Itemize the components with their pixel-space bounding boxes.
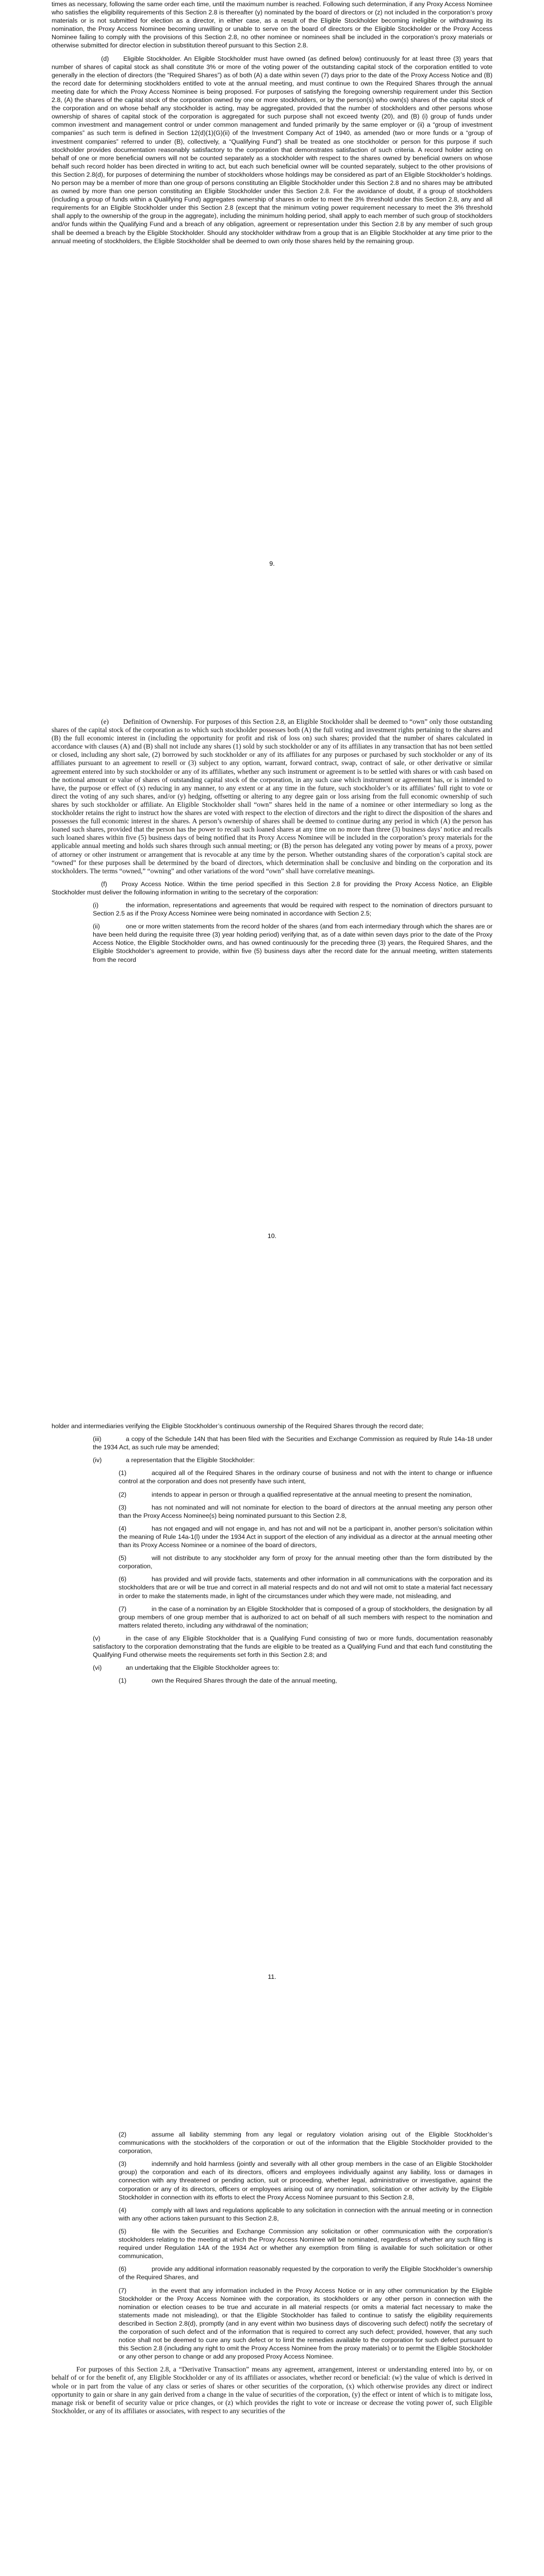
clause-label: (e): [101, 718, 109, 725]
paragraph-text: Eligible Stockholder. An Eligible Stockholder must have owned (as defined below) continuously for at least three (3) years that number of shares of capital stock as shall constitute 3% or more of the voting power of the outstanding capital stock of the corporation entitled to vote generally in the election of directors (the “Required Shares”) as of both (A) a date within seven (7) days prior to the date of the Proxy Access Notice and (B) the record date for determining stockholders entitled to vote at the annual meeting, and must continue to own the Required Shares through the annual meeting date for which the Proxy Access Nominee is being proposed. For purposes of satisfying the foregoing ownership requirement under this Section 2.8, (A) the shares of the capital stock of the corporation owned by one or more stockholders, or by the person(s) who own(s) shares of the capital stock of the corporation and on whose behalf any stockholder is acting, may be aggregated, provided that the number of stockholders and other persons whose ownership of shares of capital stock of the corporation is aggregated for such purpose shall not exceed twenty (20), and (B) (i) group of funds under common investment and management control or under common management and funded primarily by the same employer or (ii) a “group of investment companies” as such term is defined in Section 12(d)(1)(G)(ii) of the Investment Company Act of 1940, as amended (two or more funds or a “group of investment companies” referred to under (B), collectively, a “Qualifying Fund”) shall be treated as one stockholder or person for this purpose if such stockholder provides documentation reasonably satisfactory to the corporation that demonstrates satisfaction of such criteria. A record holder acting on behalf of one or more beneficial owners will not be counted separately as a stockholder with respect to the shares owned by beneficial owners on whose behalf such record holder has been directed in writing to act, but each such beneficial owner will be counted separately, subject to the other provisions of this Section 2.8(d), for purposes of determining the number of stockholders whose holdings may be considered as part of an Eligible Stockholder’s holdings. No person may be a member of more than one group of persons constituting an Eligible Stockholder under this Section 2.8 and no shares may be attributed as owned by more than one person constituting an Eligible Stockholder under this Section 2.8. For the avoidance of doubt, if a group of stockholders (including a group of funds within a Qualifying Fund) aggregates ownership of shares in order to meet the 3% threshold under this Section 2.8, any and all requirements for an Eligible Stockholder under this Section 2.8 (except that the minimum voting power requirement necessary to meet the 3% threshold shall apply to the ownership of the group in the aggregate), including the minimum holding period, shall apply to each member of such group of stockholders and/or funds within the Qualifying Fund and a breach of any obligation, agreement or representation under this Section 2.8 by any member of such group shall be deemed a breach by the Eligible Stockholder. Should any stockholder withdraw from a group that is an Eligible Stockholder at any time prior to the annual meeting of stockholders, the Eligible Stockholder shall be deemed to own only those shares held by the remaining group.: [52, 55, 492, 245]
paragraph-text: will not distribute to any stockholder any form of proxy for the annual meeting other than the form distributed by the corporation,: [119, 1554, 492, 1570]
clause-label: (3): [119, 2160, 127, 2168]
list-item: [52, 2206, 492, 2223]
paragraph-d-eligible-stockholder: [52, 55, 492, 245]
paragraph-text: Definition of Ownership. For purposes of this Section 2.8, an Eligible Stockholder shall be deemed to “own” only those outstanding shares of the capital stock of the corporation as to which such stockholder possesses both (A) the full voting and investment rights pertaining to the shares and (B) the full economic interest in (including the opportunity for profit and risk of loss on) such shares; provided that the number of shares calculated in accordance with clauses (A) and (B) shall not include any shares (1) sold by such stockholder or any of its affiliates in any transaction that has not been settled or closed, including any short sale, (2) borrowed by such stockholder or any of its affiliates for any purposes or purchased by such stockholder or any of its affiliates pursuant to an agreement to resell or (3) subject to any option, warrant, forward contract, swap, contract of sale, or other derivative or similar agreement entered into by such stockholder or any of its affiliates, whether any such instrument or agreement is to be settled with shares or with cash based on the notional amount or value of shares of outstanding capital stock of the corporation, in any such case which instrument or agreement has, or is intended to have, the purpose or effect of (x) reducing in any manner, to any extent or at any time in the future, such stockholder’s or its affiliates’ full right to vote or direct the voting of any such shares, and/or (y) hedging, offsetting or altering to any degree gain or loss arising from the full economic ownership of such shares by such stockholder or affiliate. An Eligible Stockholder shall “own” shares held in the name of a nominee or other intermediary so long as the stockholder retains the right to instruct how the shares are voted with respect to the election of directors and the right to direct the disposition of the shares and possesses the full economic interest in the shares. A person’s ownership of shares shall be deemed to continue during any period in which (A) the person has loaned such shares, provided that the person has the power to recall such loaned shares at any time on no more than three (3) business days’ notice and recalls such loaned shares within five (5) business days of being notified that its Proxy Access Nominee will be included in the corporation’s proxy materials for the applicable annual meeting and holds such shares through such annual meeting; or (B) the person has delegated any voting power by means of a proxy, power of attorney or other instrument or arrangement that is revocable at any time by the person. Whether outstanding shares of the corporation’s capital stock are “owned” for these purposes shall be determined by the board of directors, which determination shall be conclusive and binding on the corporation and its stockholders. The terms “owned,” “owning” and other variations of the word “own” shall have correlative meanings.: [52, 718, 492, 875]
list-item: [52, 1676, 492, 1685]
paragraph-text: acquired all of the Required Shares in the ordinary course of business and not with the intent to change or influence control at the corporation and does not presently have such intent,: [119, 1469, 492, 1485]
page-9: [0, 0, 544, 701]
list-item: [52, 1605, 492, 1630]
paragraph-text: assume all liability stemming from any legal or regulatory violation arising out of the Eligible Stockholder’s communications with the stockholders of the corporation or out of the information that the Eligible Stockholder provided to the corporation,: [119, 2131, 492, 2155]
clause-label: (ii): [93, 923, 100, 930]
paragraph-e-definition-of-ownership: [52, 718, 492, 875]
paragraph-text: in the event that any information included in the Proxy Access Notice or in any other communication by the Eligible Stockholder or the Proxy Access Nominee with the corporation, its stockholders or any other person in connection with the nomination or election ceases to be true and accurate in all material respects (or omits a material fact necessary to make the statements made not misleading), or that the Eligible Stockholder has failed to continue to satisfy the eligibility requirements described in Section 2.8(d), promptly (and in any event within two business days of discovering such defect) notify the secretary of the corporation of such defect and of the information that is required to correct any such defect; provided, however, that any such notice shall not be deemed to cure any such defect or to limit the remedies available to the corporation for such defect pursuant to this Section 2.8 (including any right to omit the Proxy Access Nominee from the proxy materials) or to permit the Eligible Stockholder or any other person to change or add any proposed Proxy Access Nominee.: [119, 2286, 492, 2361]
clause-label: (iv): [93, 1456, 102, 1464]
list-item: [52, 2130, 492, 2155]
page-11: [0, 1406, 544, 2107]
paragraph-derivative-transaction: For purposes of this Section 2.8, a “Derivative Transaction” means any agreement, arrangement, interest or understanding entered into by, or on behalf of or for the benefit of, any Eligible Stockholder or any of its affiliates or associates, whether record or beneficial: (w) the value of which is derived in whole or in part from the value of any class or series of shares or other securities of the corporation, (x) which otherwise provides any direct or indirect opportunity to gain or share in any gain derived from a change in the value of securities of the corporation, (y) the effect or intent of which is to mitigate loss, manage risk or benefit of security value or price changes, or (z) which provides the right to vote or increase or decrease the voting power of, such Eligible Stockholder, or any of its affiliates or associates, with respect to any securities of the: [52, 2365, 492, 2415]
clause-label: (1): [119, 1469, 127, 1477]
paragraph-text: own the Required Shares through the date of the annual meeting,: [152, 1677, 337, 1685]
paragraph-text: comply with all laws and regulations applicable to any solicitation in connection with the annual meeting or in connection with any other actions taken pursuant to this Section 2.8,: [119, 2206, 492, 2222]
paragraph-text: a copy of the Schedule 14N that has been filed with the Securities and Exchange Commission as required by Rule 14a-18 under the 1934 Act, as such rule may be amended;: [93, 1435, 492, 1451]
paragraph-text: in the case of a nomination by an Eligible Stockholder that is composed of a group of stockholders, the designation by all group members of one group member that is authorized to act on behalf of all such members with respect to the nomination and matters related thereto, including any withdrawal of the nomination;: [119, 1605, 492, 1629]
paragraph-text: one or more written statements from the record holder of the shares (and from each intermediary through which the shares are or have been held during the requisite three (3) year holding period) verifying that, as of a date within seven days prior to the date of the Proxy Access Notice, the Eligible Stockholder owns, and has owned continuously for the preceding three (3) years, the Required Shares, and the Eligible Stockholder’s agreement to provide, within five (5) business days after the record date for the annual meeting, written statements from the record: [93, 923, 492, 963]
paragraph-text: in the case of any Eligible Stockholder that is a Qualifying Fund consisting of two or more funds, documentation reasonably satisfactory to the corporation demonstrating that the funds are eligible to be treated as a Qualifying Fund and that each fund constituting the Qualifying Fund otherwise meets the requirements set forth in this Section 2.8; and: [93, 1634, 492, 1659]
clause-label: (4): [119, 2206, 127, 2214]
paragraph-continuation: holder and intermediaries verifying the Eligible Stockholder’s continuous ownership of the Required Shares through the record date;: [52, 1422, 424, 1430]
list-item: [52, 2265, 492, 2281]
clause-label: (5): [119, 1554, 127, 1562]
list-item: [52, 922, 492, 963]
paragraph-f-proxy-access-notice: [52, 880, 492, 896]
list-item: [52, 1634, 492, 1659]
list-item: [52, 2227, 492, 2260]
list-item: [52, 1469, 492, 1485]
list-item: [52, 1503, 492, 1520]
paragraph-text: the information, representations and agreements that would be required with respect to the nomination of directors pursuant to Section 2.5 as if the Proxy Access Nominee were being nominated in accordance with Section 2.5;: [93, 901, 492, 918]
paragraph-text: provide any additional information reasonably requested by the corporation to verify the Eligible Stockholder’s ownership of the Required Shares, and: [119, 2265, 492, 2281]
page-number: 10.: [267, 1232, 277, 1240]
list-item: [52, 1435, 492, 1451]
clause-label: (i): [93, 901, 99, 909]
clause-label: (2): [119, 2131, 127, 2138]
clause-label: (3): [119, 1503, 127, 1511]
list-item: [52, 1664, 492, 1672]
paragraph-text: has not nominated and will not nominate for election to the board of directors at the annual meeting any person other than the Proxy Access Nominee(s) being nominated pursuant to this Section 2.8,: [119, 1503, 492, 1519]
paragraph-text: an undertaking that the Eligible Stockholder agrees to:: [126, 1664, 279, 1672]
list-item: [52, 2286, 492, 2361]
list-item: [52, 2160, 492, 2201]
page-12: [0, 2110, 544, 2576]
paragraph-text: intends to appear in person or through a qualified representative at the annual meeting to present the nomination,: [152, 1490, 472, 1498]
list-item: [52, 1524, 492, 1549]
clause-label: (7): [119, 1605, 127, 1613]
page-10: [0, 703, 544, 1404]
clause-label: (vi): [93, 1664, 102, 1672]
clause-label: (7): [119, 2286, 127, 2294]
paragraph-text: file with the Securities and Exchange Commission any solicitation or other communication with the corporation’s stockholders relating to the meeting at which the Proxy Access Nominee will be nominated, regardless of whether any such filing is required under Regulation 14A of the 1934 Act or whether any exemption from filing is available for such solicitation or other communication,: [119, 2227, 492, 2260]
clause-label: (2): [119, 1490, 127, 1498]
list-item: [52, 1554, 492, 1570]
list-item: [52, 901, 492, 918]
clause-label: (iii): [93, 1435, 102, 1443]
clause-label: (1): [119, 1677, 127, 1685]
list-item: [52, 1575, 492, 1600]
paragraph-text: a representation that the Eligible Stockholder:: [126, 1456, 255, 1464]
clause-label: (d): [101, 55, 109, 62]
paragraph-continuation: times as necessary, following the same order each time, until the maximum number is reached. Following such determination, if any Proxy Access Nominee who satisfies the eligibility requirements of this Section 2.8 is thereafter (y) nominated by the board of directors or (z) not included in the corporation’s proxy materials or is not submitted for election as a director, in either case, as a result of the Eligible Stockholder becoming ineligible or withdrawing its nomination, the Proxy Access Nominee becoming unwilling or unable to serve on the board of directors or the Eligible Stockholder or the Proxy Access Nominee failing to comply with the provisions of this Section 2.8, no other nominee or nominees shall be included in the corporation’s proxy materials or otherwise submitted for director election in substitution thereof pursuant to this Section 2.8.: [52, 1, 492, 49]
paragraph-text: indemnify and hold harmless (jointly and severally with all other group members in the case of an Eligible Stockholder group) the corporation and each of its directors, officers and employees individually against any liability, loss or damages in connection with any threatened or pending action, suit or proceeding, whether legal, administrative or investigative, against the corporation or any of its directors, officers or employees arising out of any nomination, solicitation or other activity by the Eligible Stockholder in connection with its efforts to elect the Proxy Access Nominee pursuant to this Section 2.8,: [119, 2160, 492, 2201]
paragraph-text: has provided and will provide facts, statements and other information in all communications with the corporation and its stockholders that are or will be true and correct in all material respects and do not and will not omit to state a material fact necessary in order to make the statements made, in light of the circumstances under which they were made, not misleading, and: [119, 1575, 492, 1600]
clause-label: (5): [119, 2227, 127, 2235]
paragraph-text: has not engaged and will not engage in, and has not and will not be a participant in, another person’s solicitation within the meaning of Rule 14a-1(l) under the 1934 Act in support of the election of any individual as a director at the annual meeting other than its Proxy Access Nominee or a nominee of the board of directors,: [119, 1524, 492, 1549]
clause-label: (v): [93, 1634, 101, 1642]
list-item: [52, 1456, 492, 1464]
clause-label: (6): [119, 1575, 127, 1583]
list-item: [52, 1490, 492, 1499]
page-number: 11.: [268, 1973, 276, 1980]
clause-label: (f): [101, 880, 107, 888]
paragraph-text: Proxy Access Notice. Within the time period specified in this Section 2.8 for providing the Proxy Access Notice, an Eligible Stockholder must deliver the following information in writing to the secretary of the corporation:: [52, 880, 492, 896]
clause-label: (6): [119, 2265, 127, 2273]
clause-label: (4): [119, 1524, 127, 1532]
page-number: 9.: [269, 560, 275, 567]
